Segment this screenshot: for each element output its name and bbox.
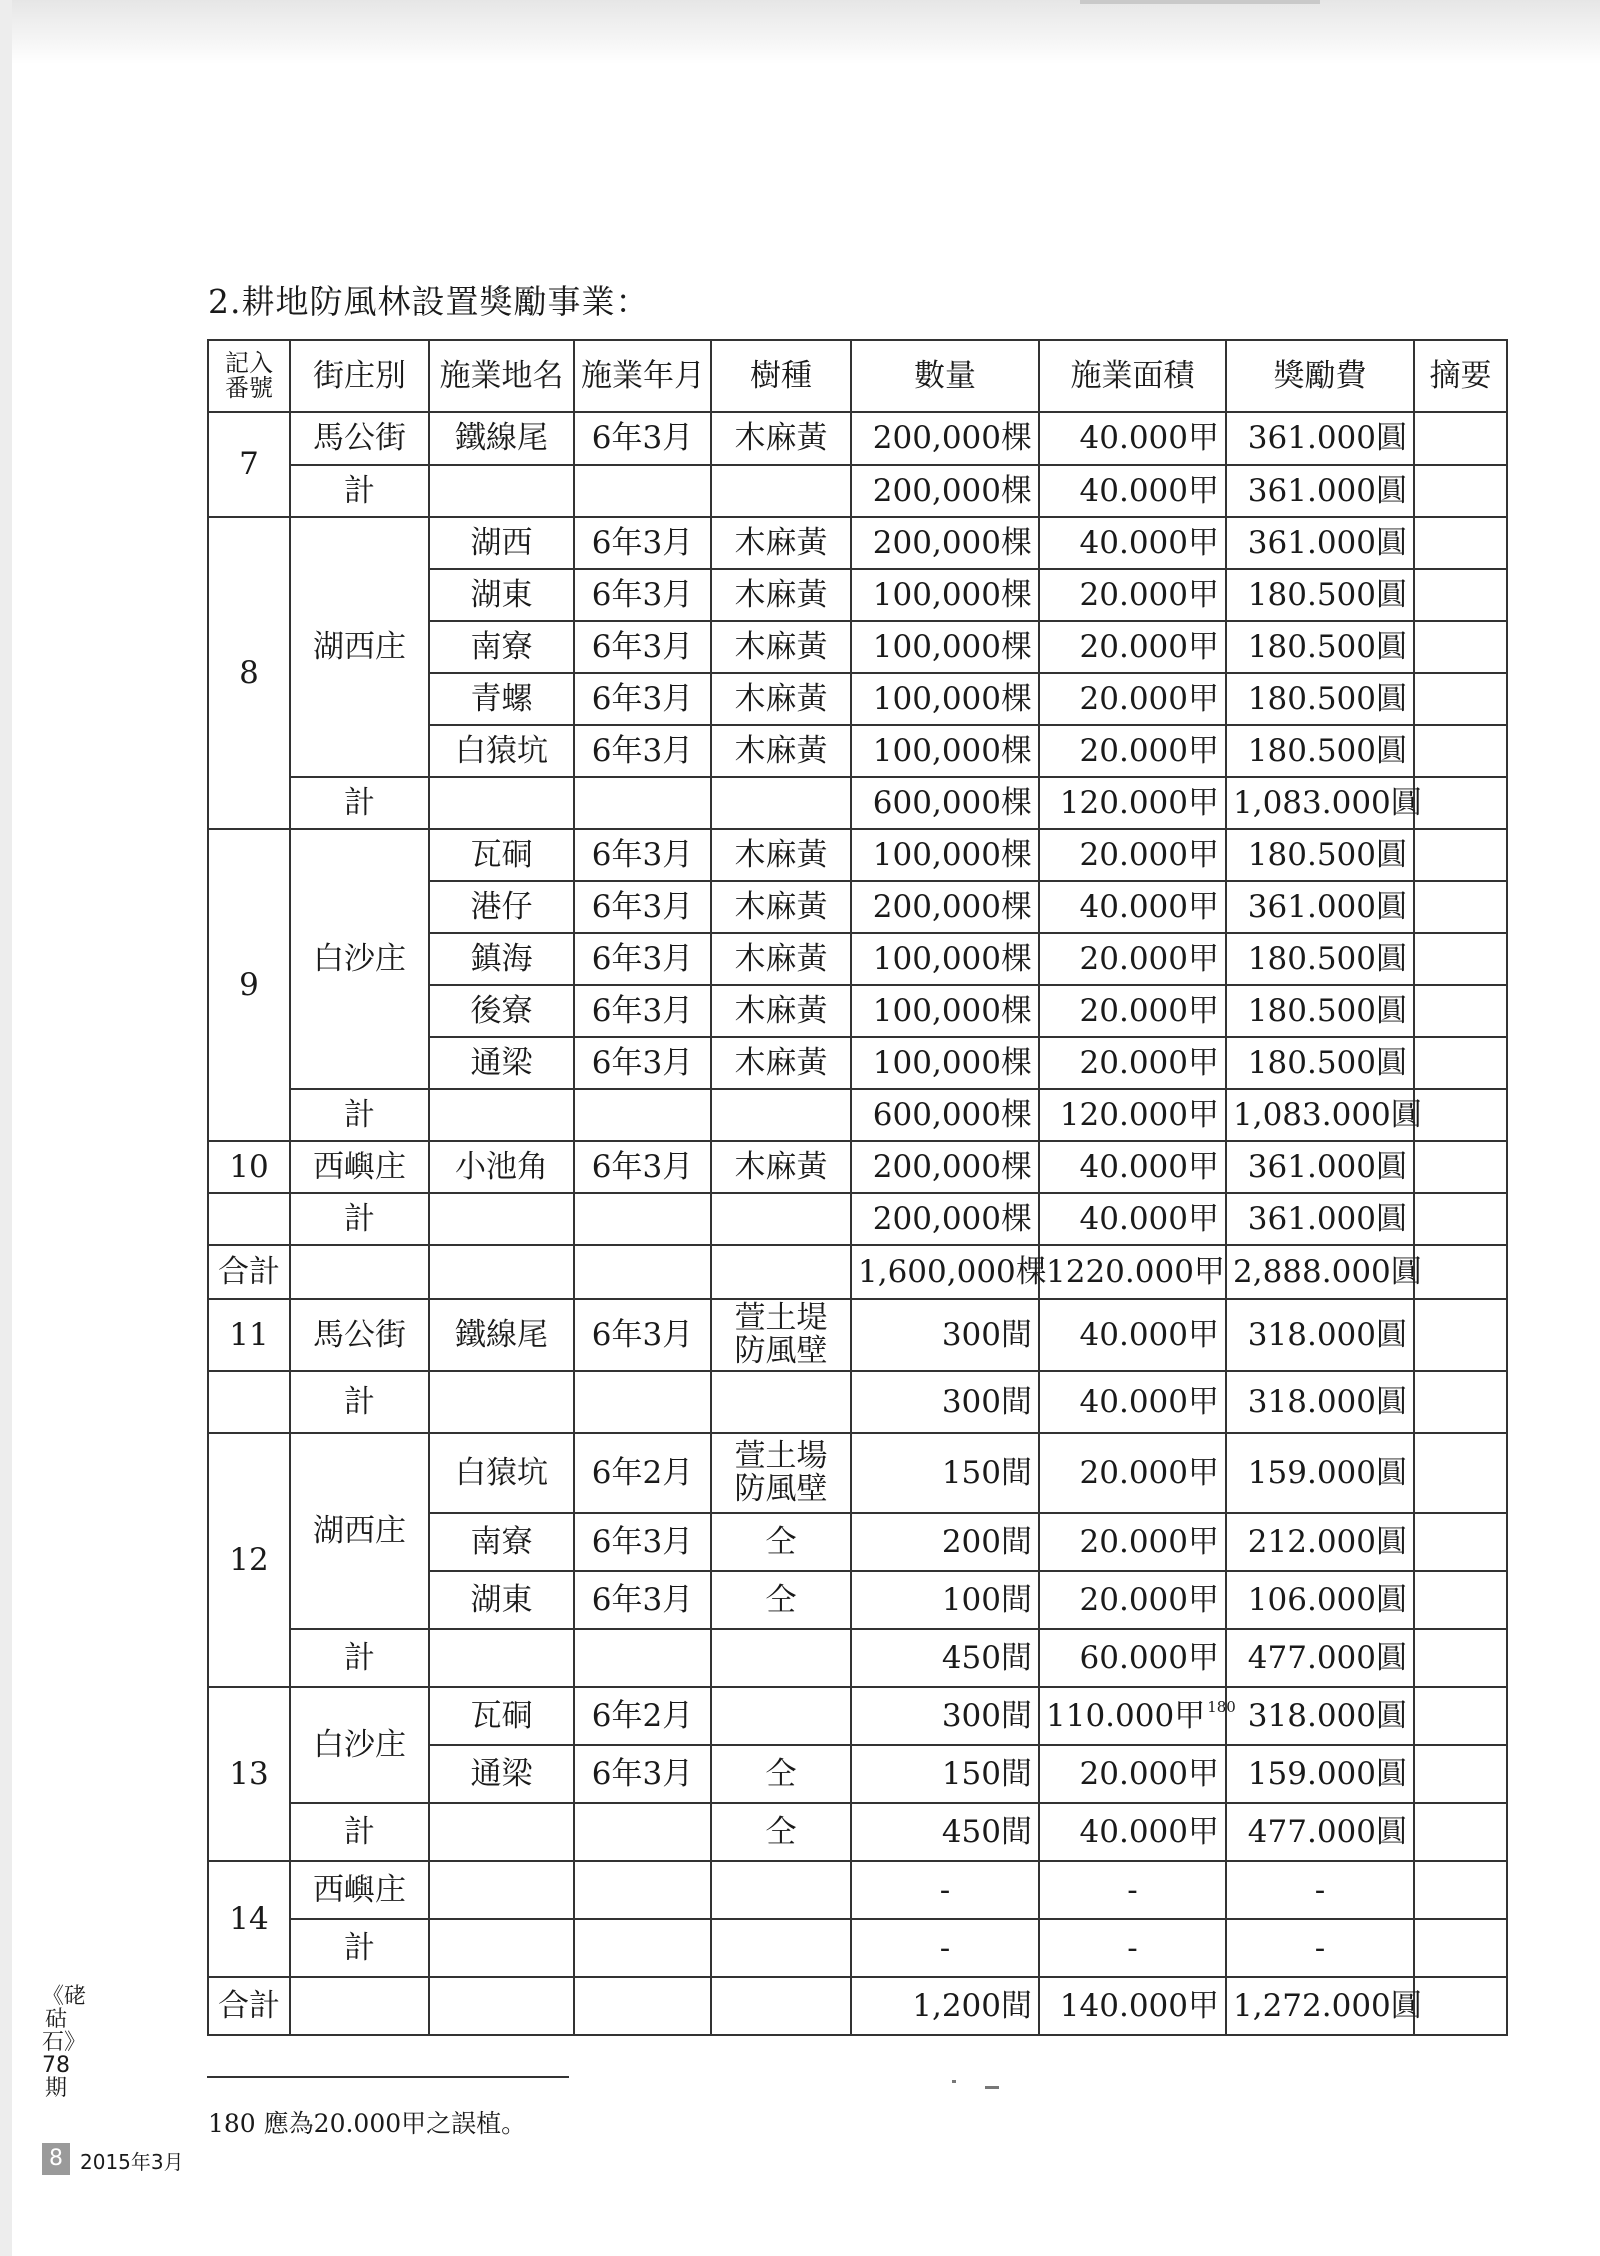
fee-cell: 212.000圓 — [1226, 1513, 1414, 1571]
note-cell — [1414, 725, 1507, 777]
header-site: 施業地名 — [429, 340, 574, 412]
species-cell: 木麻黃 — [711, 985, 851, 1037]
species-cell: 仝 — [711, 1571, 851, 1629]
date-cell: 6年3月 — [574, 569, 711, 621]
fee-cell: 180.500圓 — [1226, 829, 1414, 881]
header-species: 樹種 — [711, 340, 851, 412]
qty-cell: 300間 — [851, 1371, 1039, 1433]
site-cell: 通梁 — [429, 1745, 574, 1803]
site-cell: 小池角 — [429, 1141, 574, 1193]
qty-cell: 1,200間 — [851, 1977, 1039, 2035]
date-cell: 6年3月 — [574, 881, 711, 933]
table-row — [208, 517, 1507, 569]
total-label: 合計 — [208, 1977, 290, 2035]
record-number: 8 — [208, 517, 290, 829]
fee-cell: 318.000圓 — [1226, 1687, 1414, 1745]
fee-cell: 159.000圓 — [1226, 1433, 1414, 1513]
windbreak-table — [207, 339, 1508, 2036]
fee-cell: 180.500圓 — [1226, 1037, 1414, 1089]
fee-cell: 361.000圓 — [1226, 1141, 1414, 1193]
site-cell: 通梁 — [429, 1037, 574, 1089]
area-cell: 40.000甲 — [1039, 465, 1226, 517]
date-cell: 6年2月 — [574, 1687, 711, 1745]
qty-cell: 100,000棵 — [851, 1037, 1039, 1089]
note-cell — [1414, 1037, 1507, 1089]
record-number: 7 — [208, 412, 290, 517]
fee-cell: 477.000圓 — [1226, 1629, 1414, 1687]
record-number: 14 — [208, 1861, 290, 1977]
subtotal-row — [208, 1089, 1507, 1141]
date-cell: 6年3月 — [574, 412, 711, 465]
subtotal-row — [208, 465, 1507, 517]
table-row — [208, 1687, 1507, 1745]
note-cell — [1414, 1299, 1507, 1371]
fee-cell: - — [1226, 1861, 1414, 1919]
subtotal-label: 計 — [290, 465, 429, 517]
date-cell: 6年3月 — [574, 1513, 711, 1571]
area-cell: 20.000甲 — [1039, 1037, 1226, 1089]
site-cell: 湖西 — [429, 517, 574, 569]
site-cell: 湖東 — [429, 569, 574, 621]
record-number: 11 — [208, 1299, 290, 1371]
species-cell: 木麻黃 — [711, 1037, 851, 1089]
species-cell — [711, 1687, 851, 1745]
fee-cell: 477.000圓 — [1226, 1803, 1414, 1861]
footnote: 180 應為20.000甲之誤植。 — [208, 2109, 527, 2138]
area-cell: 20.000甲 — [1039, 1745, 1226, 1803]
note-cell — [1414, 1433, 1507, 1513]
qty-cell: 150間 — [851, 1433, 1039, 1513]
town-cell: 西嶼庄 — [290, 1861, 429, 1919]
record-number: 12 — [208, 1433, 290, 1687]
header-no: 記入 番號 — [208, 340, 290, 412]
site-cell: 後寮 — [429, 985, 574, 1037]
qty-cell: 100,000棵 — [851, 933, 1039, 985]
town-cell: 白沙庄 — [290, 1687, 429, 1803]
issue-date: 2015年3月 — [80, 2150, 184, 2174]
date-cell: 6年3月 — [574, 1745, 711, 1803]
note-cell — [1414, 412, 1507, 465]
site-cell: 青螺 — [429, 673, 574, 725]
area-cell: 40.000甲 — [1039, 1371, 1226, 1433]
qty-cell: - — [851, 1919, 1039, 1977]
site-cell: 鐵線尾 — [429, 412, 574, 465]
subtotal-row — [208, 1629, 1507, 1687]
town-cell: 馬公街 — [290, 412, 429, 465]
area-cell: 20.000甲 — [1039, 1513, 1226, 1571]
qty-cell: 200,000棵 — [851, 517, 1039, 569]
qty-cell: 200,000棵 — [851, 465, 1039, 517]
fee-cell: 1,272.000圓 — [1226, 1977, 1414, 2035]
site-cell: 湖東 — [429, 1571, 574, 1629]
header-area: 施業面積 — [1039, 340, 1226, 412]
fee-cell: 361.000圓 — [1226, 881, 1414, 933]
town-cell: 湖西庄 — [290, 517, 429, 777]
subtotal-label: 計 — [290, 1803, 429, 1861]
area-cell: 1220.000甲 — [1039, 1245, 1226, 1299]
qty-cell: 200,000棵 — [851, 881, 1039, 933]
town-cell: 白沙庄 — [290, 829, 429, 1089]
header-date: 施業年月 — [574, 340, 711, 412]
species-cell: 木麻黃 — [711, 517, 851, 569]
table-row — [208, 1861, 1507, 1919]
note-cell — [1414, 621, 1507, 673]
qty-cell: 300間 — [851, 1687, 1039, 1745]
fee-cell: 1,083.000圓 — [1226, 777, 1414, 829]
table-row — [208, 412, 1507, 465]
grand-total-row — [208, 1977, 1507, 2035]
scan-speck — [952, 2080, 956, 2083]
date-cell: 6年2月 — [574, 1433, 711, 1513]
fee-cell: 180.500圓 — [1226, 621, 1414, 673]
species-cell: 仝 — [711, 1513, 851, 1571]
journal-title: 《硓𥑮石》78期 — [42, 1984, 87, 2102]
area-cell: 40.000甲 — [1039, 1141, 1226, 1193]
qty-cell: 200,000棵 — [851, 1193, 1039, 1245]
site-cell: 白猿坑 — [429, 1433, 574, 1513]
fee-cell: 180.500圓 — [1226, 673, 1414, 725]
fee-cell: 361.000圓 — [1226, 412, 1414, 465]
qty-cell: 100,000棵 — [851, 985, 1039, 1037]
table-row — [208, 1433, 1507, 1513]
qty-cell: 100,000棵 — [851, 829, 1039, 881]
fee-cell: 106.000圓 — [1226, 1571, 1414, 1629]
scan-left-edge — [0, 0, 12, 2256]
date-cell: 6年3月 — [574, 1141, 711, 1193]
fee-cell: 2,888.000圓 — [1226, 1245, 1414, 1299]
fee-cell: 318.000圓 — [1226, 1371, 1414, 1433]
table-row — [208, 1141, 1507, 1193]
subtotal-label: 計 — [290, 1629, 429, 1687]
subtotal-row — [208, 1803, 1507, 1861]
subtotal-label: 計 — [290, 777, 429, 829]
site-cell: 鐵線尾 — [429, 1299, 574, 1371]
fee-cell: 361.000圓 — [1226, 517, 1414, 569]
species-cell: 木麻黃 — [711, 412, 851, 465]
note-cell — [1414, 1687, 1507, 1745]
site-cell: 南寮 — [429, 621, 574, 673]
site-cell: 白猿坑 — [429, 725, 574, 777]
fee-cell: 159.000圓 — [1226, 1745, 1414, 1803]
qty-cell: 100,000棵 — [851, 569, 1039, 621]
header-row — [208, 340, 1507, 412]
area-cell: 40.000甲 — [1039, 517, 1226, 569]
subtotal-row — [208, 1371, 1507, 1433]
qty-cell: 600,000棵 — [851, 777, 1039, 829]
area-cell: 120.000甲 — [1039, 1089, 1226, 1141]
date-cell: 6年3月 — [574, 829, 711, 881]
area-cell: 20.000甲 — [1039, 933, 1226, 985]
table-row — [208, 829, 1507, 881]
qty-cell: - — [851, 1861, 1039, 1919]
note-cell — [1414, 1141, 1507, 1193]
scan-top-mark — [1080, 0, 1320, 4]
record-number: 10 — [208, 1141, 290, 1193]
date-cell: 6年3月 — [574, 673, 711, 725]
date-cell: 6年3月 — [574, 985, 711, 1037]
fee-cell: 361.000圓 — [1226, 465, 1414, 517]
fee-cell: 180.500圓 — [1226, 569, 1414, 621]
record-number: 9 — [208, 829, 290, 1141]
footnote-marker: 180 — [1207, 1697, 1236, 1716]
note-cell — [1414, 985, 1507, 1037]
footnote-divider — [207, 2076, 569, 2078]
note-cell — [1414, 1513, 1507, 1571]
subtotal-label: 計 — [290, 1089, 429, 1141]
area-cell: 20.000甲 — [1039, 621, 1226, 673]
area-cell: 20.000甲 — [1039, 1433, 1226, 1513]
species-cell: 木麻黃 — [711, 673, 851, 725]
qty-cell: 450間 — [851, 1803, 1039, 1861]
species-cell: 木麻黃 — [711, 1141, 851, 1193]
header-fee: 獎勵費 — [1226, 340, 1414, 412]
subtotal-row — [208, 1193, 1507, 1245]
fee-cell: 180.500圓 — [1226, 985, 1414, 1037]
date-cell: 6年3月 — [574, 1571, 711, 1629]
fee-cell: 318.000圓 — [1226, 1299, 1414, 1371]
record-number: 13 — [208, 1687, 290, 1861]
qty-cell: 100,000棵 — [851, 621, 1039, 673]
date-cell: 6年3月 — [574, 1037, 711, 1089]
area-cell: 20.000甲 — [1039, 725, 1226, 777]
header-qty: 數量 — [851, 340, 1039, 412]
page-number: 8 — [42, 2143, 70, 2175]
species-cell: 萱土場 防風壁 — [711, 1433, 851, 1513]
area-cell: 20.000甲 — [1039, 569, 1226, 621]
note-cell — [1414, 829, 1507, 881]
fee-cell: 180.500圓 — [1226, 725, 1414, 777]
area-cell: 110.000甲 $^{180}$ — [1039, 1687, 1226, 1745]
fee-cell: 1,083.000圓 — [1226, 1089, 1414, 1141]
area-cell: - — [1039, 1861, 1226, 1919]
qty-cell: 100間 — [851, 1571, 1039, 1629]
scan-speck — [985, 2086, 999, 2089]
area-cell: 20.000甲 — [1039, 829, 1226, 881]
area-cell: 140.000甲 — [1039, 1977, 1226, 2035]
area-cell: 60.000甲 — [1039, 1629, 1226, 1687]
species-cell: 萱土堤 防風壁 — [711, 1299, 851, 1371]
header-note: 摘要 — [1414, 340, 1507, 412]
note-cell — [1414, 673, 1507, 725]
qty-cell: 600,000棵 — [851, 1089, 1039, 1141]
note-cell — [1414, 569, 1507, 621]
species-cell: 木麻黃 — [711, 829, 851, 881]
fee-cell: - — [1226, 1919, 1414, 1977]
area-cell: 40.000甲 — [1039, 1193, 1226, 1245]
town-cell: 西嶼庄 — [290, 1141, 429, 1193]
area-cell: 40.000甲 — [1039, 412, 1226, 465]
table-row — [208, 1299, 1507, 1371]
qty-cell: 100,000棵 — [851, 725, 1039, 777]
area-cell: 20.000甲 — [1039, 1571, 1226, 1629]
area-cell: - — [1039, 1919, 1226, 1977]
area-cell: 40.000甲 — [1039, 881, 1226, 933]
note-cell — [1414, 881, 1507, 933]
note-cell — [1414, 1745, 1507, 1803]
area-cell: 20.000甲 — [1039, 985, 1226, 1037]
note-cell — [1414, 1861, 1507, 1919]
fee-cell: 180.500圓 — [1226, 933, 1414, 985]
species-cell: 木麻黃 — [711, 621, 851, 673]
species-cell: 木麻黃 — [711, 569, 851, 621]
qty-cell: 1,600,000棵 — [851, 1245, 1039, 1299]
town-cell: 馬公街 — [290, 1299, 429, 1371]
fee-cell: 361.000圓 — [1226, 1193, 1414, 1245]
grand-total-row — [208, 1245, 1507, 1299]
site-cell: 南寮 — [429, 1513, 574, 1571]
site-cell: 瓦硐 — [429, 1687, 574, 1745]
site-cell: 瓦硐 — [429, 829, 574, 881]
date-cell: 6年3月 — [574, 517, 711, 569]
town-cell: 湖西庄 — [290, 1433, 429, 1629]
note-cell — [1414, 517, 1507, 569]
date-cell: 6年3月 — [574, 933, 711, 985]
area-cell: 40.000甲 — [1039, 1299, 1226, 1371]
subtotal-row — [208, 1919, 1507, 1977]
site-cell: 港仔 — [429, 881, 574, 933]
species-cell: 木麻黃 — [711, 725, 851, 777]
species-cell: 木麻黃 — [711, 933, 851, 985]
qty-cell: 300間 — [851, 1299, 1039, 1371]
area-cell: 40.000甲 — [1039, 1803, 1226, 1861]
area-cell: 120.000甲 — [1039, 777, 1226, 829]
subtotal-label: 計 — [290, 1371, 429, 1433]
qty-cell: 450間 — [851, 1629, 1039, 1687]
note-cell — [1414, 933, 1507, 985]
subtotal-label: 計 — [290, 1919, 429, 1977]
scan-top-shade — [0, 0, 1600, 64]
species-cell: 仝 — [711, 1745, 851, 1803]
species-cell: 仝 — [711, 1803, 851, 1861]
species-cell: 木麻黃 — [711, 881, 851, 933]
date-cell: 6年3月 — [574, 1299, 711, 1371]
subtotal-label: 計 — [290, 1193, 429, 1245]
site-cell: 鎮海 — [429, 933, 574, 985]
subtotal-row — [208, 777, 1507, 829]
date-cell: 6年3月 — [574, 621, 711, 673]
header-town: 街庄別 — [290, 340, 429, 412]
qty-cell: 200間 — [851, 1513, 1039, 1571]
section-heading: 2.耕地防風林設置獎勵事業： — [208, 282, 650, 321]
qty-cell: 200,000棵 — [851, 412, 1039, 465]
date-cell: 6年3月 — [574, 725, 711, 777]
note-cell — [1414, 1571, 1507, 1629]
total-label: 合計 — [208, 1245, 290, 1299]
qty-cell: 200,000棵 — [851, 1141, 1039, 1193]
area-cell: 20.000甲 — [1039, 673, 1226, 725]
qty-cell: 100,000棵 — [851, 673, 1039, 725]
qty-cell: 150間 — [851, 1745, 1039, 1803]
